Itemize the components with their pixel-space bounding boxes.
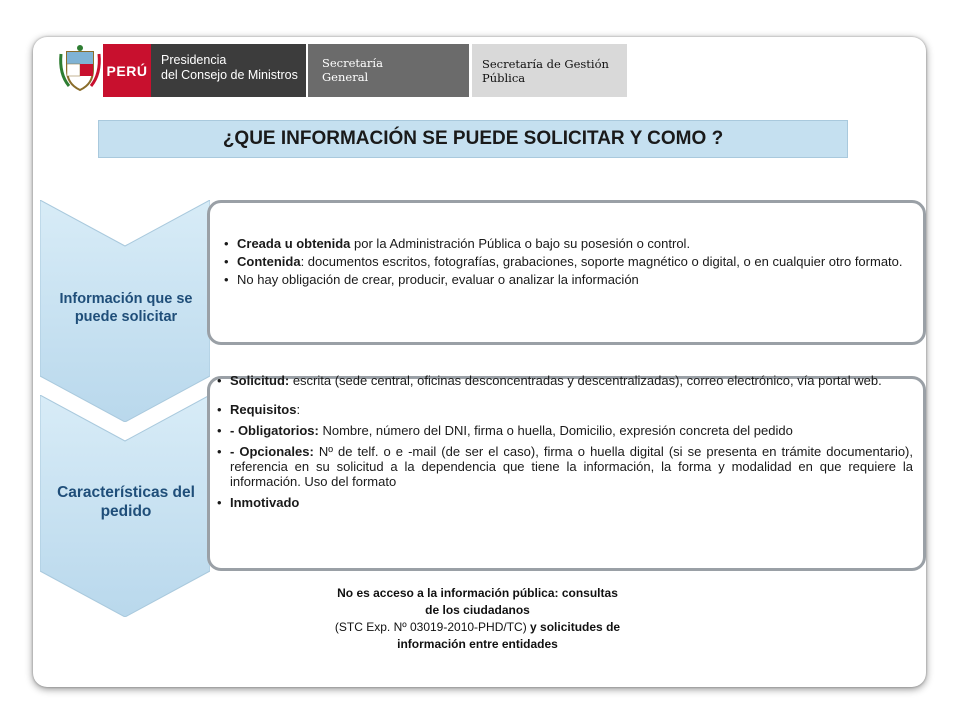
pcm-line-1: Presidencia xyxy=(161,53,227,67)
footer-reference: (STC Exp. Nº 03019-2010-PHD/TC) xyxy=(334,620,527,634)
header-logo-band xyxy=(57,44,627,97)
secretaria-gestion-publica-block xyxy=(472,44,627,97)
list-item: • Creada u obtenida por la Administración Pública o bajo su posesión o control. xyxy=(224,236,913,251)
footer-line-2 xyxy=(330,619,625,653)
section-2-list xyxy=(217,373,913,510)
list-item: • Requisitos: xyxy=(217,402,913,417)
peru-coat-of-arms-icon xyxy=(57,44,103,97)
list-item: • - Obligatorios: Nombre, número del DNI, firma o huella, Domicilio, expresión concreta del pedido xyxy=(217,423,913,438)
list-item: • Contenida: documentos escritos, fotografías, grabaciones, soporte magnético o digital, o en cualquier otro formato. xyxy=(224,254,913,269)
footer-line-1: No es acceso a la información pública: consultas de los ciudadanos xyxy=(337,586,618,617)
list-item: • Inmotivado xyxy=(217,495,913,510)
sgp-line-1: Secretaría de Gestión xyxy=(482,57,609,71)
pcm-line-2: del Consejo de Ministros xyxy=(161,68,298,82)
pcm-block xyxy=(151,44,306,97)
section-1-panel xyxy=(207,200,926,345)
secretaria-general-block xyxy=(308,44,469,97)
sg-line-2: General xyxy=(322,70,369,84)
list-item: • Solicitud: escrita (sede central, oficinas desconcentradas y descentralizadas), correo electrónico, vía portal web. xyxy=(217,373,913,388)
peru-label: PERÚ xyxy=(106,62,148,79)
section-1-label: Información que se puede solicitar xyxy=(59,291,193,325)
section-2-panel xyxy=(207,373,926,571)
list-item: • - Opcionales: Nº de telf. o e -mail (de ser el caso), firma o huella digital (si se presenta en trámite documentario), referencia en su solicitud a la dependencia que tiene la información, la forma y modalidad en que requiere la información. Uso del formato xyxy=(217,444,913,489)
sg-line-1: Secretaría xyxy=(322,56,383,70)
sgp-line-2: Pública xyxy=(482,71,526,85)
section-1-list xyxy=(224,236,913,287)
footer-rest: y solicitudes de información entre entidades xyxy=(397,620,621,651)
peru-brand-block xyxy=(103,44,151,97)
page-title: ¿QUE INFORMACIÓN SE PUEDE SOLICITAR Y COMO ? xyxy=(98,120,848,158)
footer-note xyxy=(330,585,625,653)
list-item: • No hay obligación de crear, producir, evaluar o analizar la información xyxy=(224,272,913,287)
section-2-label: Características del pedido xyxy=(57,484,195,520)
